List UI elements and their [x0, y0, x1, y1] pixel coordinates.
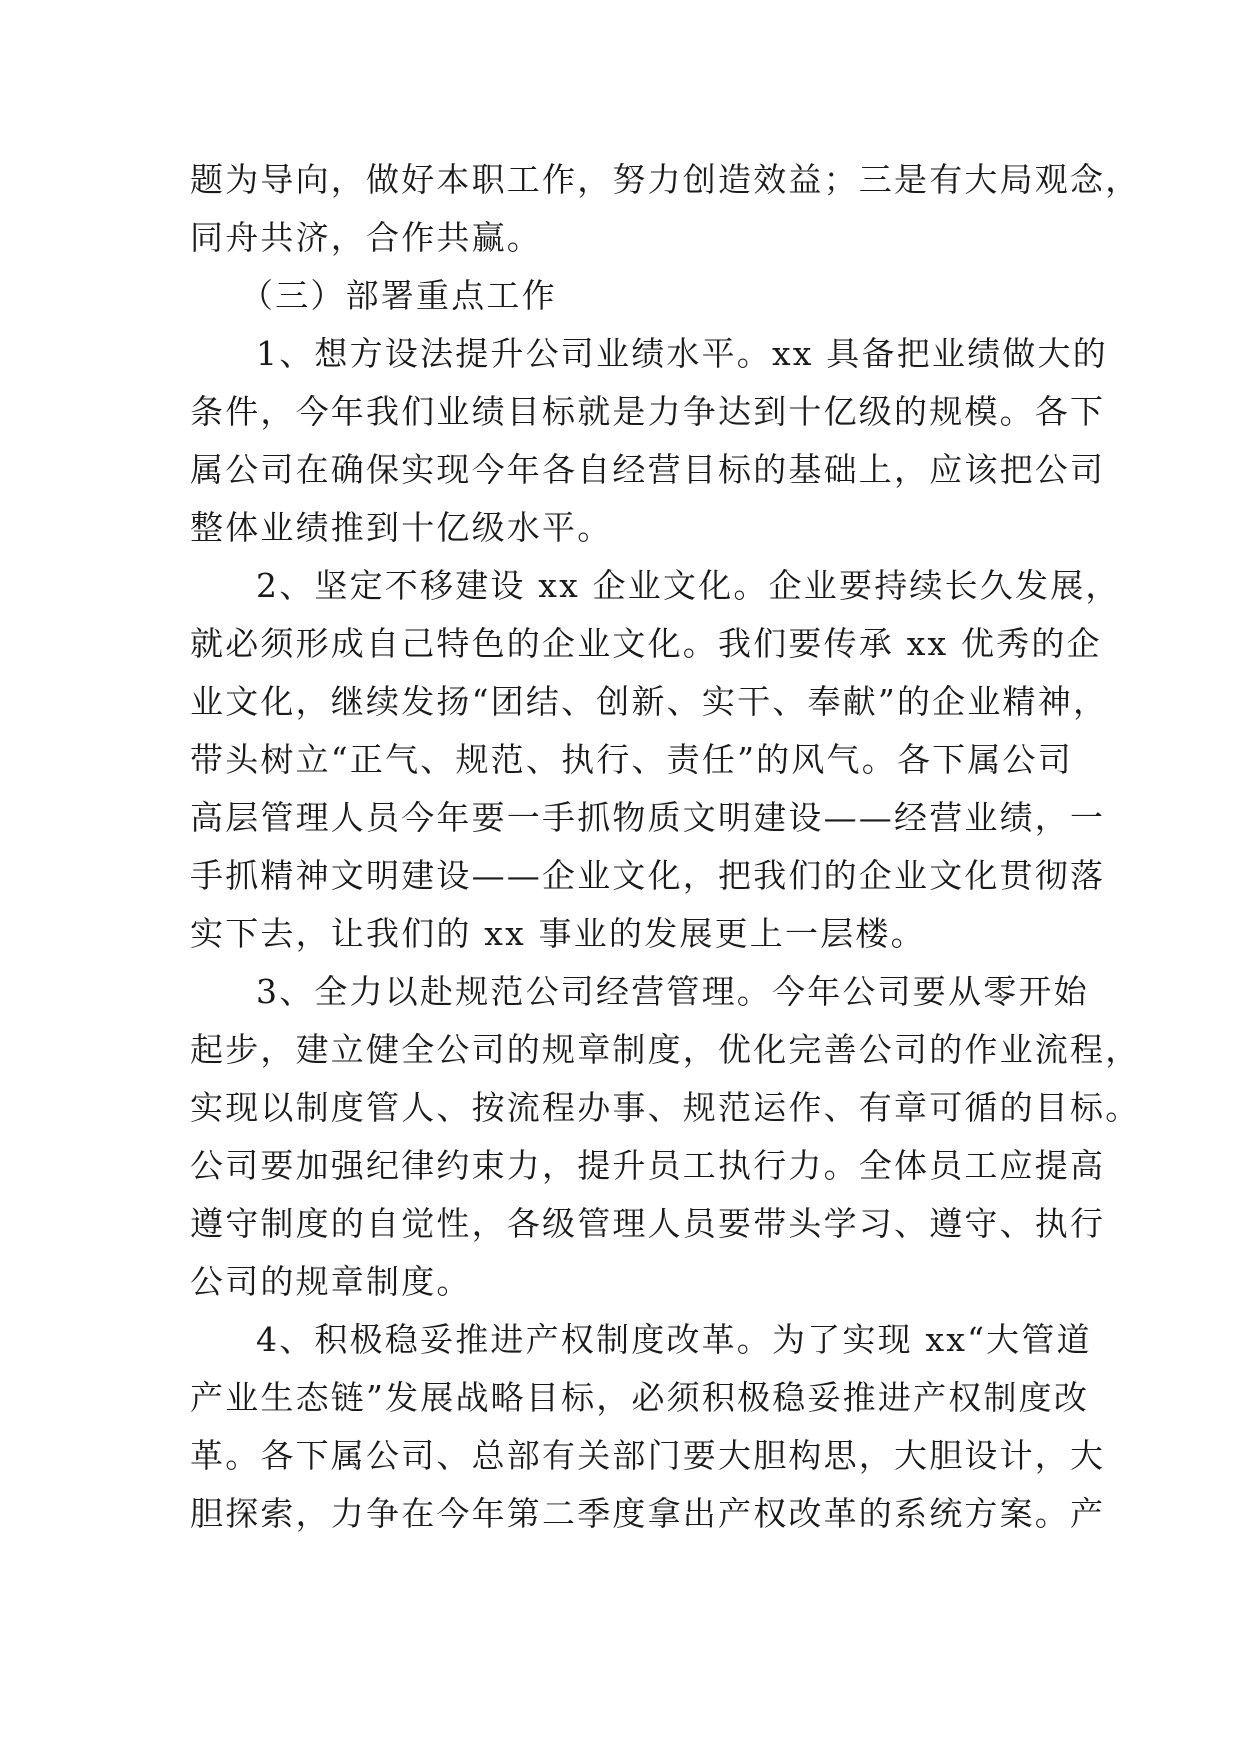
item-4-line: 产业生态链”发展战略目标，必须积极稳妥推进产权制度改 [190, 1378, 1090, 1417]
item-3-line: 遵守制度的自觉性，各级管理人员要带头学习、遵守、执行 [190, 1204, 1106, 1243]
item-1-line: 整体业绩推到十亿级水平。 [190, 508, 613, 547]
item-4-line: 革。各下属公司、总部有关部门要大胆构思，大胆设计，大 [190, 1436, 1106, 1475]
item-2-line: 就必须形成自己特色的企业文化。我们要传承 xx 优秀的企 [190, 624, 1102, 663]
item-3-line: 公司要加强纪律约束力，提升员工执行力。全体员工应提高 [190, 1146, 1106, 1185]
item-2-line: 手抓精神文明建设——企业文化，把我们的企业文化贯彻落 [190, 856, 1106, 895]
item-4-line: 胆探索，力争在今年第二季度拿出产权改革的系统方案。产 [190, 1494, 1106, 1533]
item-1-line: 1、想方设法提升公司业绩水平。xx 具备把业绩做大的 [256, 334, 1108, 373]
item-4-line: 4、积极稳妥推进产权制度改革。为了实现 xx“大管道 [256, 1320, 1092, 1359]
item-1-line: 属公司在确保实现今年各自经营目标的基础上，应该把公司 [190, 450, 1106, 489]
item-2-line: 高层管理人员今年要一手抓物质文明建设——经营业绩，一 [190, 798, 1106, 837]
item-3-line: 起步，建立健全公司的规章制度，优化完善公司的作业流程， [190, 1030, 1141, 1069]
item-3-line: 3、全力以赴规范公司经营管理。今年公司要从零开始 [256, 972, 1089, 1011]
item-3-line: 公司的规章制度。 [190, 1262, 472, 1301]
item-3-line: 实现以制度管人、按流程办事、规范运作、有章可循的目标。 [190, 1088, 1141, 1127]
text-line: 题为导向，做好本职工作，努力创造效益；三是有大局观念， [190, 160, 1141, 199]
item-2-line: 带头树立“正气、规范、执行、责任”的风气。各下属公司 [190, 740, 1073, 779]
item-2-line: 实下去，让我们的 xx 事业的发展更上一层楼。 [190, 914, 926, 953]
item-1-line: 条件，今年我们业绩目标就是力争达到十亿级的规模。各下 [190, 392, 1106, 431]
item-2-line: 业文化，继续发扬“团结、创新、实干、奉献”的企业精神， [190, 682, 1109, 721]
section-heading: （三）部署重点工作 [240, 276, 557, 315]
document-body [190, 151, 1141, 1543]
text-line: 同舟共济，合作共赢。 [190, 218, 542, 257]
item-2-line: 2、坚定不移建设 xx 企业文化。企业要持续长久发展， [256, 566, 1121, 605]
